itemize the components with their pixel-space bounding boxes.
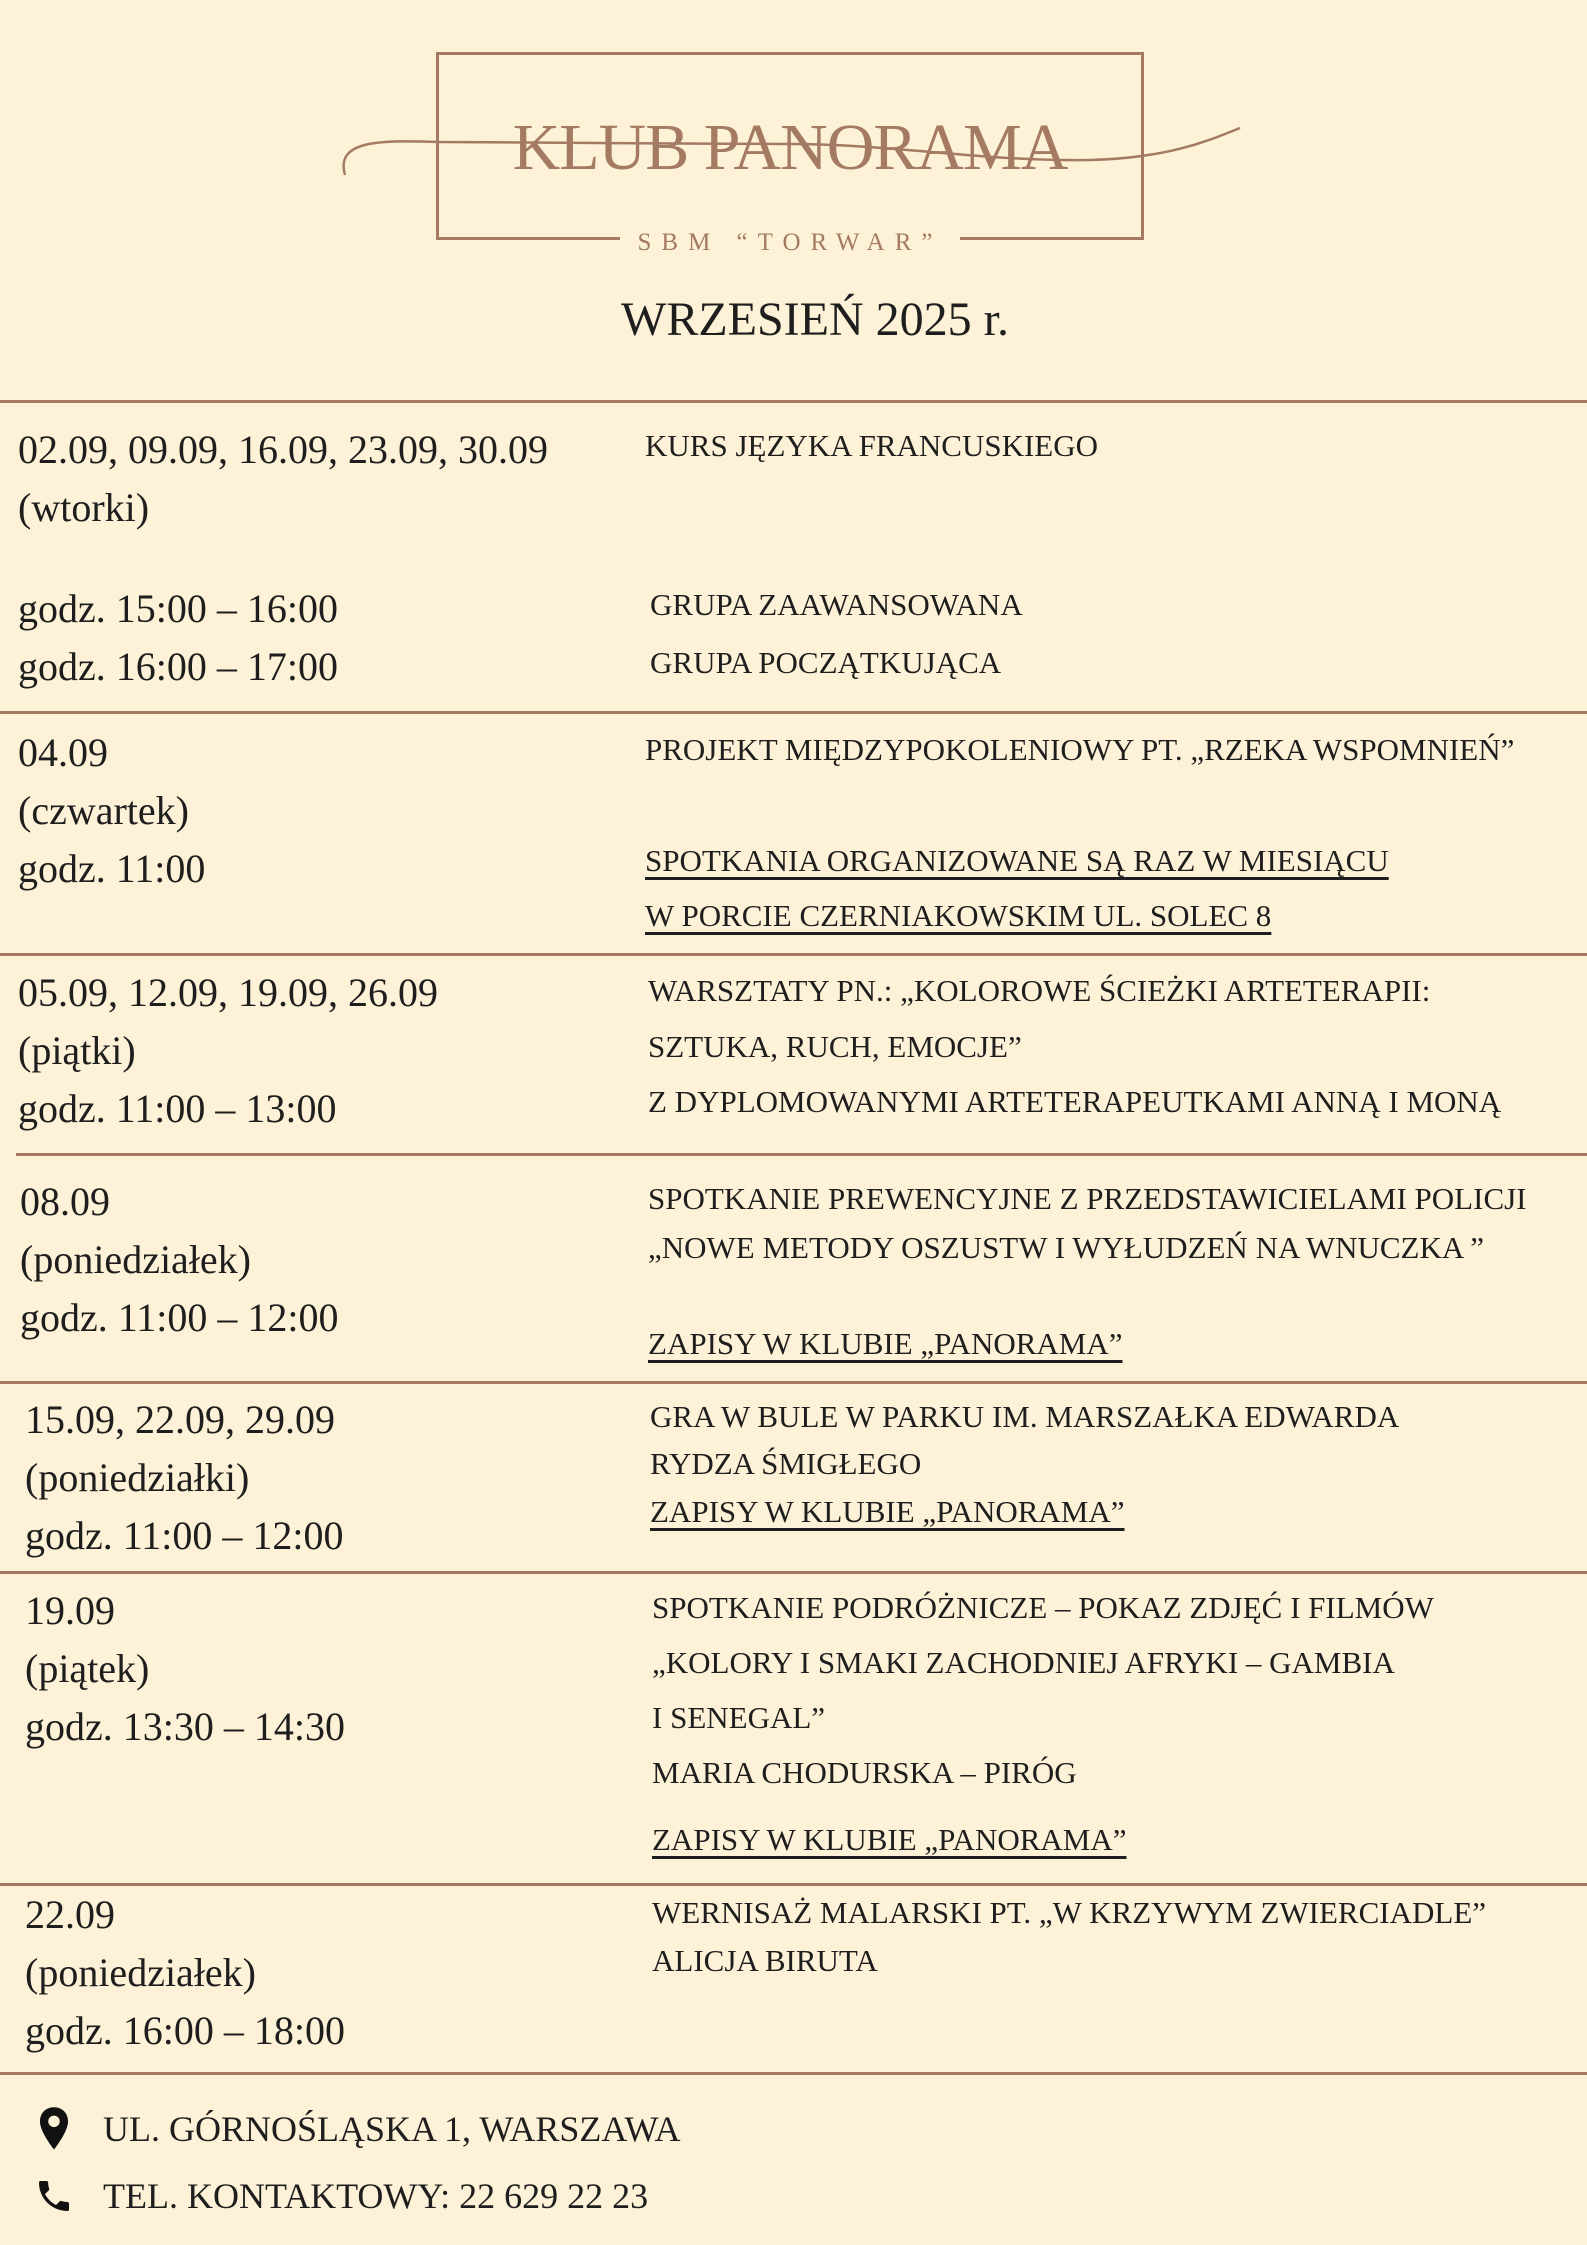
event-dates: 08.09 (20, 1179, 110, 1224)
event-time: godz. 11:00 – 12:00 (25, 1513, 344, 1558)
event-dates: 19.09 (25, 1588, 115, 1633)
month-title: WRZESIEŃ 2025 r. (621, 293, 1009, 346)
event-dates: 02.09, 09.09, 16.09, 23.09, 30.09 (18, 427, 548, 472)
event-title: KURS JĘZYKA FRANCUSKIEGO (645, 428, 1098, 463)
event-line: RYDZA ŚMIGŁEGO (650, 1446, 922, 1481)
event-time: godz. 16:00 – 18:00 (25, 2008, 345, 2053)
event-day: (poniedziałki) (25, 1455, 250, 1500)
divider (0, 1883, 1587, 1886)
event-time: godz. 15:00 – 16:00 (18, 586, 338, 631)
event-time: godz. 11:00 – 13:00 (18, 1086, 337, 1131)
event-dates: 15.09, 22.09, 29.09 (25, 1397, 335, 1442)
divider (0, 953, 1587, 956)
event-title: WARSZTATY PN.: „KOLOROWE ŚCIEŻKI ARTETERAPII: (648, 973, 1431, 1008)
event-time: godz. 11:00 – 12:00 (20, 1295, 339, 1340)
event-line: SZTUKA, RUCH, EMOCJE” (648, 1029, 1022, 1064)
club-name: KLUB PANORAMA (512, 111, 1068, 184)
footer-phone[interactable]: TEL. KONTAKTOWY: 22 629 22 23 (103, 2176, 649, 2216)
event-day: (piątki) (18, 1028, 136, 1073)
event-line: MARIA CHODURSKA – PIRÓG (652, 1755, 1077, 1790)
event-time: godz. 13:30 – 14:30 (25, 1704, 345, 1749)
event-note: SPOTKANIA ORGANIZOWANE SĄ RAZ W MIESIĄCU (645, 843, 1389, 878)
footer-address: UL. GÓRNOŚLĄSKA 1, WARSZAWA (103, 2109, 681, 2149)
event-day: (czwartek) (18, 788, 189, 833)
club-subtitle: SBM “TORWAR” (620, 226, 960, 260)
event-day: (poniedziałek) (20, 1237, 251, 1282)
event-title: GRA W BULE W PARKU IM. MARSZAŁKA EDWARDA (650, 1399, 1400, 1434)
event-group: GRUPA ZAAWANSOWANA (650, 587, 1023, 622)
event-line: I SENEGAL” (652, 1700, 826, 1735)
location-pin-icon (38, 2106, 70, 2152)
signup-link[interactable]: ZAPISY W KLUBIE „PANORAMA” (648, 1326, 1123, 1361)
divider (16, 1153, 1587, 1156)
event-line: „KOLORY I SMAKI ZACHODNIEJ AFRYKI – GAMBIA (652, 1645, 1395, 1680)
divider (0, 711, 1587, 714)
divider (0, 400, 1587, 403)
event-title: PROJEKT MIĘDZYPOKOLENIOWY PT. „RZEKA WSPOMNIEŃ” (645, 732, 1515, 767)
event-day: (wtorki) (18, 485, 150, 530)
event-title: SPOTKANIE PREWENCYJNE Z PRZEDSTAWICIELAMI POLICJI (648, 1181, 1527, 1216)
event-note: W PORCIE CZERNIAKOWSKIM UL. SOLEC 8 (645, 898, 1272, 933)
event-dates: 04.09 (18, 730, 108, 775)
event-day: (poniedziałek) (25, 1950, 256, 1995)
event-line: „NOWE METODY OSZUSTW I WYŁUDZEŃ NA WNUCZKA ” (648, 1230, 1485, 1265)
event-line: ALICJA BIRUTA (652, 1943, 878, 1978)
phone-icon (34, 2174, 74, 2218)
event-title: SPOTKANIE PODRÓŻNICZE – POKAZ ZDJĘĆ I FILMÓW (652, 1590, 1434, 1625)
divider (0, 1571, 1587, 1574)
event-group: GRUPA POCZĄTKUJĄCA (650, 645, 1002, 680)
event-dates: 05.09, 12.09, 19.09, 26.09 (18, 970, 438, 1015)
event-time: godz. 16:00 – 17:00 (18, 644, 338, 689)
event-title: WERNISAŻ MALARSKI PT. „W KRZYWYM ZWIERCIADLE” (652, 1895, 1487, 1930)
event-day: (piątek) (25, 1646, 150, 1691)
divider (0, 1381, 1587, 1384)
signup-link[interactable]: ZAPISY W KLUBIE „PANORAMA” (650, 1494, 1125, 1529)
event-time: godz. 11:00 (18, 846, 206, 891)
event-line: Z DYPLOMOWANYMI ARTETERAPEUTKAMI ANNĄ I MONĄ (648, 1084, 1502, 1119)
event-dates: 22.09 (25, 1892, 115, 1937)
signup-link[interactable]: ZAPISY W KLUBIE „PANORAMA” (652, 1822, 1127, 1857)
divider (0, 2072, 1587, 2075)
